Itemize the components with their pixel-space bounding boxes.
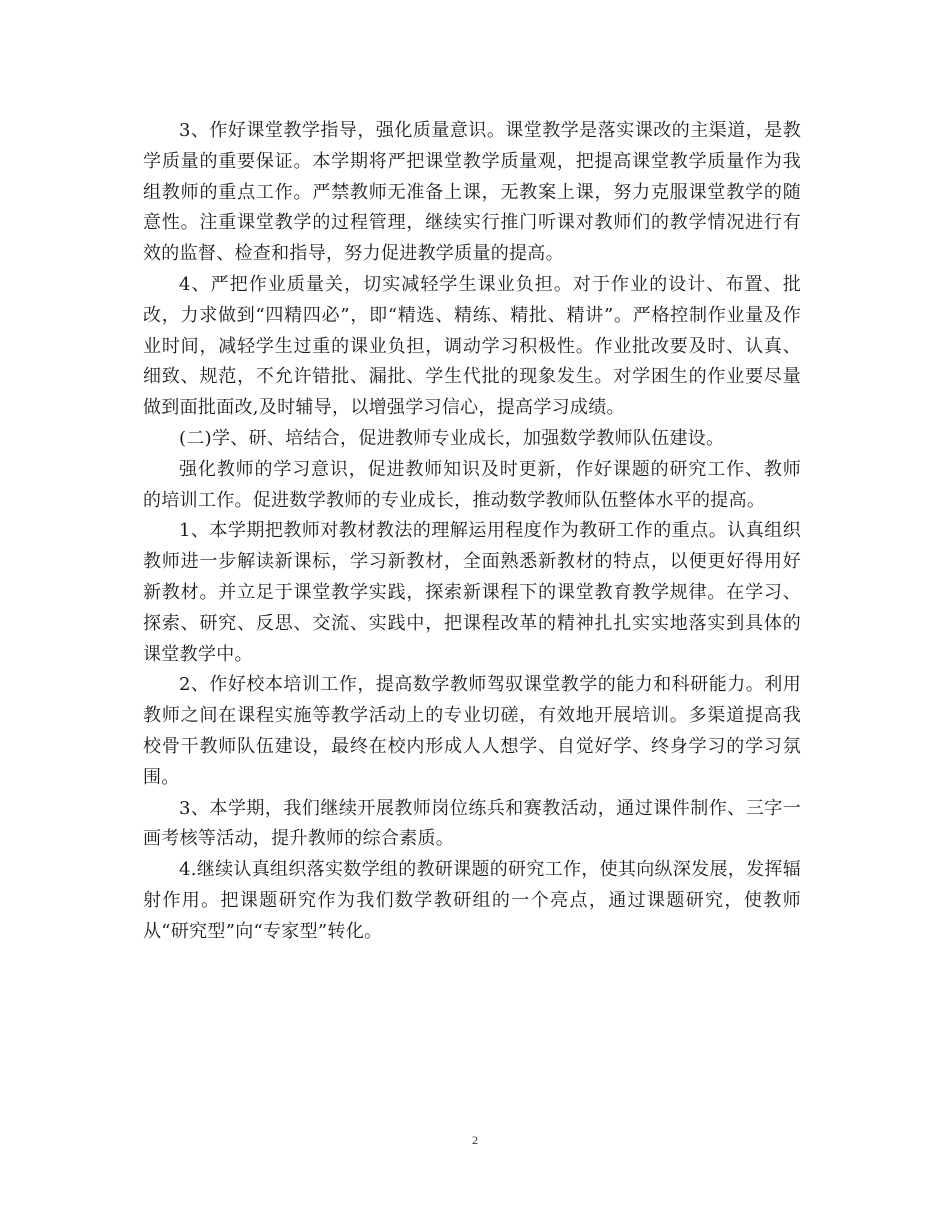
document-body bbox=[143, 116, 801, 948]
page-number: 2 bbox=[472, 1133, 478, 1147]
paragraph-research-topics: 4.继续认真组织落实数学组的教研课题的研究工作，使其向纵深发展，发挥辐射作用。把课题研究作为我们数学教研组的一个亮点，通过课题研究，使教师从“研究型”向“专家型”转化。 bbox=[143, 859, 801, 942]
paragraph-classroom-guidance: 3、作好课堂教学指导，强化质量意识。课堂教学是落实课改的主渠道，是教学质量的重要保证。本学期将严把课堂教学质量观，把提高课堂教学质量作为我组教师的重点工作。严禁教师无准备上课，无教案上课，努力克服课堂教学的随意性。注重课堂教学的过程管理，继续实行推门听课对教师们的教学情况进行有效的监督、检查和指导，努力促进教学质量的提高。 bbox=[143, 120, 801, 265]
paragraph-school-training: 2、作好校本培训工作，提高数学教师驾驭课堂教学的能力和科研能力。利用教师之间在课程实施等教学活动上的专业切磋，有效地开展培训。多渠道提高我校骨干教师队伍建设，最终在校内形成人人想学、自觉好学、终身学习的学习氛围。 bbox=[143, 674, 801, 788]
paragraph-learning-awareness: 强化教师的学习意识，促进教师知识及时更新，作好课题的研究工作、教师的培训工作。促进数学教师的专业成长，推动数学教师队伍整体水平的提高。 bbox=[143, 458, 801, 511]
paragraph-teaching-competition: 3、本学期，我们继续开展教师岗位练兵和赛教活动，通过课件制作、三字一画考核等活动，提升教师的综合素质。 bbox=[143, 797, 801, 850]
paragraph-homework-quality: 4、严把作业质量关，切实减轻学生课业负担。对于作业的设计、布置、批改，力求做到“四精四必”，即“精选、精练、精批、精讲”。严格控制作业量及作业时间，减轻学生过重的课业负担，调动学习积极性。作业批改要及时、认真、细致、规范，不允许错批、漏批、学生代批的现象发生。对学困生的作业要尽量做到面批面改,及时辅导，以增强学习信心，提高学习成绩。 bbox=[143, 273, 801, 419]
paragraph-textbook-methods: 1、本学期把教师对教材教法的理解运用程度作为教研工作的重点。认真组织教师进一步解读新课标，学习新教材，全面熟悉新教材的特点，以便更好得用好新教材。并立足于课堂教学实践，探索新课程下的课堂教育教学规律。在学习、探索、研究、反思、交流、实践中，把课程改革的精神扎扎实实地落实到具体的课堂教学中。 bbox=[143, 520, 801, 665]
section-heading-teacher-growth: (二)学、研、培结合，促进教师专业成长，加强数学教师队伍建设。 bbox=[179, 427, 725, 449]
